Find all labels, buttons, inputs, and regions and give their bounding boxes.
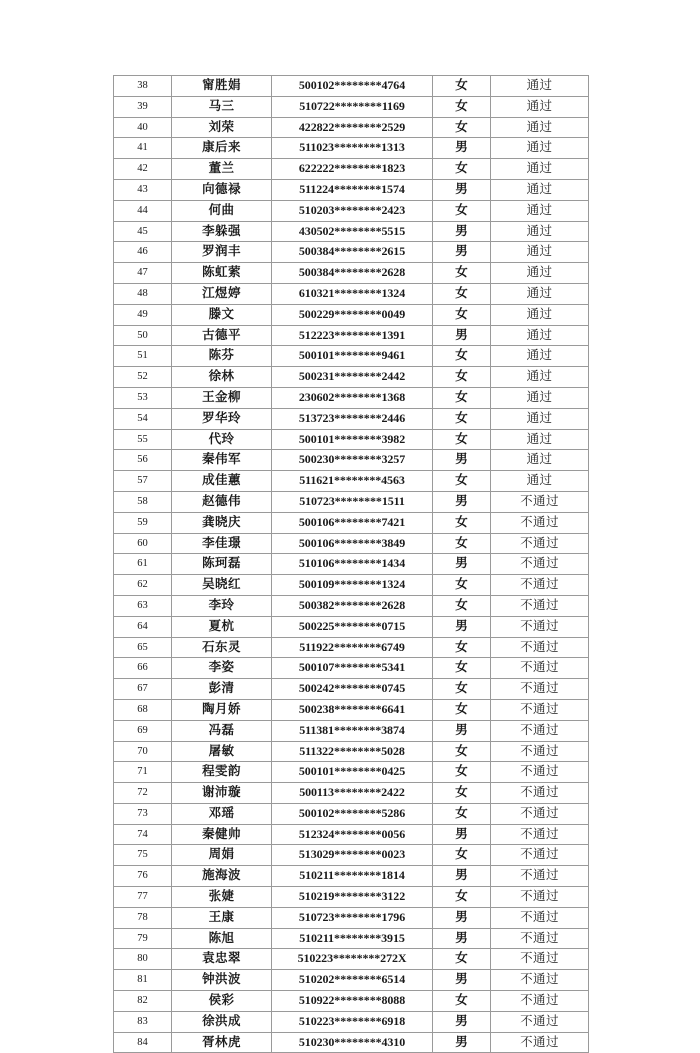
cell-person-name: 刘荣: [172, 117, 272, 138]
cell-review-result: 不通过: [491, 637, 589, 658]
cell-id-number: 500225********0715: [272, 616, 433, 637]
cell-id-number: 500231********2442: [272, 367, 433, 388]
cell-id-number: 511023********1313: [272, 138, 433, 159]
cell-review-result: 通过: [491, 138, 589, 159]
cell-gender: 女: [433, 991, 491, 1012]
cell-sequence-number: 61: [114, 554, 172, 575]
cell-person-name: 夏杭: [172, 616, 272, 637]
cell-review-result: 不通过: [491, 512, 589, 533]
cell-id-number: 510106********1434: [272, 554, 433, 575]
cell-gender: 女: [433, 304, 491, 325]
cell-gender: 女: [433, 76, 491, 97]
cell-sequence-number: 40: [114, 117, 172, 138]
table-row: [114, 928, 589, 949]
table-row: [114, 866, 589, 887]
cell-id-number: 511922********6749: [272, 637, 433, 658]
cell-id-number: 511224********1574: [272, 179, 433, 200]
cell-review-result: 通过: [491, 346, 589, 367]
cell-gender: 男: [433, 138, 491, 159]
cell-review-result: 通过: [491, 242, 589, 263]
cell-person-name: 滕文: [172, 304, 272, 325]
cell-review-result: 不通过: [491, 1032, 589, 1053]
cell-gender: 女: [433, 658, 491, 679]
cell-person-name: 钟洪波: [172, 970, 272, 991]
cell-review-result: 不通过: [491, 991, 589, 1012]
cell-review-result: 不通过: [491, 679, 589, 700]
cell-gender: 男: [433, 1032, 491, 1053]
cell-gender: 女: [433, 845, 491, 866]
cell-review-result: 通过: [491, 429, 589, 450]
cell-person-name: 袁忠翠: [172, 949, 272, 970]
cell-person-name: 冯磊: [172, 720, 272, 741]
cell-id-number: 512223********1391: [272, 325, 433, 346]
cell-person-name: 罗华玲: [172, 408, 272, 429]
roster-table-body: [114, 76, 589, 1053]
table-row: [114, 346, 589, 367]
cell-id-number: 500384********2628: [272, 263, 433, 284]
table-row: [114, 263, 589, 284]
cell-sequence-number: 69: [114, 720, 172, 741]
cell-person-name: 董兰: [172, 159, 272, 180]
cell-sequence-number: 64: [114, 616, 172, 637]
cell-gender: 男: [433, 616, 491, 637]
cell-sequence-number: 70: [114, 741, 172, 762]
cell-person-name: 陈虹萦: [172, 263, 272, 284]
cell-gender: 女: [433, 783, 491, 804]
cell-id-number: 622222********1823: [272, 159, 433, 180]
cell-review-result: 通过: [491, 471, 589, 492]
cell-sequence-number: 80: [114, 949, 172, 970]
cell-sequence-number: 46: [114, 242, 172, 263]
cell-gender: 女: [433, 699, 491, 720]
cell-review-result: 通过: [491, 367, 589, 388]
cell-id-number: 500102********4764: [272, 76, 433, 97]
cell-person-name: 罗润丰: [172, 242, 272, 263]
cell-id-number: 500109********1324: [272, 575, 433, 596]
cell-gender: 男: [433, 491, 491, 512]
table-row: [114, 907, 589, 928]
cell-sequence-number: 75: [114, 845, 172, 866]
cell-gender: 男: [433, 866, 491, 887]
cell-sequence-number: 53: [114, 387, 172, 408]
cell-person-name: 王金柳: [172, 387, 272, 408]
cell-review-result: 不通过: [491, 720, 589, 741]
cell-gender: 男: [433, 554, 491, 575]
cell-sequence-number: 84: [114, 1032, 172, 1053]
cell-id-number: 422822********2529: [272, 117, 433, 138]
cell-gender: 女: [433, 367, 491, 388]
cell-gender: 女: [433, 595, 491, 616]
cell-review-result: 不通过: [491, 949, 589, 970]
table-row: [114, 471, 589, 492]
cell-id-number: 500106********7421: [272, 512, 433, 533]
cell-review-result: 通过: [491, 159, 589, 180]
cell-sequence-number: 48: [114, 283, 172, 304]
table-row: [114, 76, 589, 97]
cell-id-number: 500101********3982: [272, 429, 433, 450]
cell-review-result: 通过: [491, 96, 589, 117]
cell-id-number: 500101********9461: [272, 346, 433, 367]
cell-sequence-number: 73: [114, 803, 172, 824]
table-row: [114, 741, 589, 762]
table-row: [114, 325, 589, 346]
cell-gender: 女: [433, 96, 491, 117]
cell-sequence-number: 54: [114, 408, 172, 429]
table-row: [114, 304, 589, 325]
cell-id-number: 512324********0056: [272, 824, 433, 845]
cell-id-number: 510230********4310: [272, 1032, 433, 1053]
table-row: [114, 138, 589, 159]
cell-person-name: 何曲: [172, 200, 272, 221]
cell-sequence-number: 47: [114, 263, 172, 284]
table-row: [114, 616, 589, 637]
cell-review-result: 不通过: [491, 762, 589, 783]
cell-gender: 男: [433, 179, 491, 200]
cell-id-number: 230602********1368: [272, 387, 433, 408]
cell-sequence-number: 44: [114, 200, 172, 221]
cell-review-result: 不通过: [491, 970, 589, 991]
table-row: [114, 512, 589, 533]
table-row: [114, 117, 589, 138]
cell-review-result: 不通过: [491, 783, 589, 804]
cell-sequence-number: 79: [114, 928, 172, 949]
cell-sequence-number: 76: [114, 866, 172, 887]
cell-id-number: 511621********4563: [272, 471, 433, 492]
cell-id-number: 500107********5341: [272, 658, 433, 679]
cell-person-name: 谢沛璇: [172, 783, 272, 804]
table-row: [114, 1011, 589, 1032]
cell-sequence-number: 82: [114, 991, 172, 1012]
cell-sequence-number: 68: [114, 699, 172, 720]
table-row: [114, 658, 589, 679]
cell-id-number: 500101********0425: [272, 762, 433, 783]
table-row: [114, 699, 589, 720]
cell-id-number: 500113********2422: [272, 783, 433, 804]
cell-review-result: 通过: [491, 76, 589, 97]
cell-gender: 女: [433, 575, 491, 596]
cell-person-name: 彭清: [172, 679, 272, 700]
cell-person-name: 马三: [172, 96, 272, 117]
cell-sequence-number: 51: [114, 346, 172, 367]
cell-review-result: 通过: [491, 325, 589, 346]
cell-person-name: 陈旭: [172, 928, 272, 949]
cell-id-number: 510211********3915: [272, 928, 433, 949]
cell-id-number: 500242********0745: [272, 679, 433, 700]
cell-id-number: 513029********0023: [272, 845, 433, 866]
cell-person-name: 吴晓红: [172, 575, 272, 596]
cell-id-number: 511322********5028: [272, 741, 433, 762]
table-row: [114, 887, 589, 908]
table-row: [114, 408, 589, 429]
cell-gender: 女: [433, 741, 491, 762]
cell-id-number: 510219********3122: [272, 887, 433, 908]
table-row: [114, 533, 589, 554]
cell-sequence-number: 57: [114, 471, 172, 492]
cell-person-name: 古德平: [172, 325, 272, 346]
table-row: [114, 283, 589, 304]
cell-gender: 女: [433, 512, 491, 533]
cell-sequence-number: 55: [114, 429, 172, 450]
cell-gender: 女: [433, 283, 491, 304]
cell-gender: 男: [433, 907, 491, 928]
cell-id-number: 513723********2446: [272, 408, 433, 429]
cell-review-result: 不通过: [491, 616, 589, 637]
cell-sequence-number: 45: [114, 221, 172, 242]
cell-person-name: 江煜婷: [172, 283, 272, 304]
cell-gender: 女: [433, 159, 491, 180]
cell-person-name: 代玲: [172, 429, 272, 450]
table-row: [114, 221, 589, 242]
cell-person-name: 屠敏: [172, 741, 272, 762]
table-row: [114, 637, 589, 658]
cell-review-result: 不通过: [491, 554, 589, 575]
table-row: [114, 554, 589, 575]
table-row: [114, 367, 589, 388]
cell-sequence-number: 62: [114, 575, 172, 596]
cell-person-name: 赵德伟: [172, 491, 272, 512]
cell-gender: 女: [433, 408, 491, 429]
cell-review-result: 不通过: [491, 595, 589, 616]
cell-id-number: 510722********1169: [272, 96, 433, 117]
cell-review-result: 不通过: [491, 866, 589, 887]
cell-id-number: 610321********1324: [272, 283, 433, 304]
cell-review-result: 不通过: [491, 803, 589, 824]
cell-review-result: 不通过: [491, 907, 589, 928]
cell-id-number: 500384********2615: [272, 242, 433, 263]
table-row: [114, 762, 589, 783]
cell-gender: 女: [433, 762, 491, 783]
cell-person-name: 周娟: [172, 845, 272, 866]
cell-id-number: 510202********6514: [272, 970, 433, 991]
cell-id-number: 500229********0049: [272, 304, 433, 325]
cell-gender: 女: [433, 471, 491, 492]
cell-person-name: 康后来: [172, 138, 272, 159]
cell-review-result: 通过: [491, 387, 589, 408]
cell-gender: 男: [433, 450, 491, 471]
cell-id-number: 430502********5515: [272, 221, 433, 242]
table-row: [114, 783, 589, 804]
cell-id-number: 500230********3257: [272, 450, 433, 471]
cell-gender: 男: [433, 824, 491, 845]
table-row: [114, 595, 589, 616]
cell-sequence-number: 65: [114, 637, 172, 658]
cell-person-name: 李佳璟: [172, 533, 272, 554]
cell-sequence-number: 52: [114, 367, 172, 388]
cell-person-name: 施海波: [172, 866, 272, 887]
cell-sequence-number: 59: [114, 512, 172, 533]
cell-person-name: 向德禄: [172, 179, 272, 200]
cell-review-result: 通过: [491, 408, 589, 429]
cell-id-number: 510723********1511: [272, 491, 433, 512]
table-row: [114, 96, 589, 117]
table-row: [114, 991, 589, 1012]
cell-review-result: 不通过: [491, 928, 589, 949]
table-row: [114, 159, 589, 180]
table-row: [114, 491, 589, 512]
cell-gender: 男: [433, 928, 491, 949]
cell-person-name: 龚晓庆: [172, 512, 272, 533]
roster-table-container: [113, 75, 588, 1053]
cell-id-number: 500102********5286: [272, 803, 433, 824]
cell-gender: 女: [433, 429, 491, 450]
cell-person-name: 甯胜娟: [172, 76, 272, 97]
cell-review-result: 通过: [491, 179, 589, 200]
cell-sequence-number: 63: [114, 595, 172, 616]
cell-sequence-number: 83: [114, 1011, 172, 1032]
cell-sequence-number: 81: [114, 970, 172, 991]
cell-id-number: 510211********1814: [272, 866, 433, 887]
cell-id-number: 510922********8088: [272, 991, 433, 1012]
cell-person-name: 徐洪成: [172, 1011, 272, 1032]
table-row: [114, 387, 589, 408]
cell-gender: 女: [433, 533, 491, 554]
cell-sequence-number: 50: [114, 325, 172, 346]
cell-person-name: 邓瑶: [172, 803, 272, 824]
cell-review-result: 不通过: [491, 699, 589, 720]
table-row: [114, 575, 589, 596]
cell-review-result: 通过: [491, 221, 589, 242]
cell-person-name: 张婕: [172, 887, 272, 908]
cell-review-result: 不通过: [491, 824, 589, 845]
cell-id-number: 510223********6918: [272, 1011, 433, 1032]
cell-person-name: 陶月娇: [172, 699, 272, 720]
cell-gender: 女: [433, 679, 491, 700]
cell-id-number: 510223********272X: [272, 949, 433, 970]
cell-sequence-number: 58: [114, 491, 172, 512]
cell-gender: 男: [433, 1011, 491, 1032]
cell-person-name: 李玲: [172, 595, 272, 616]
cell-gender: 女: [433, 803, 491, 824]
cell-person-name: 王康: [172, 907, 272, 928]
cell-review-result: 不通过: [491, 741, 589, 762]
table-row: [114, 824, 589, 845]
cell-sequence-number: 43: [114, 179, 172, 200]
table-row: [114, 720, 589, 741]
cell-review-result: 不通过: [491, 1011, 589, 1032]
cell-person-name: 侯彩: [172, 991, 272, 1012]
cell-gender: 女: [433, 887, 491, 908]
cell-person-name: 徐林: [172, 367, 272, 388]
cell-sequence-number: 72: [114, 783, 172, 804]
cell-gender: 女: [433, 117, 491, 138]
cell-gender: 女: [433, 263, 491, 284]
cell-sequence-number: 49: [114, 304, 172, 325]
cell-person-name: 李姿: [172, 658, 272, 679]
table-row: [114, 845, 589, 866]
table-row: [114, 179, 589, 200]
cell-review-result: 不通过: [491, 887, 589, 908]
table-row: [114, 803, 589, 824]
cell-person-name: 陈珂磊: [172, 554, 272, 575]
cell-sequence-number: 42: [114, 159, 172, 180]
cell-review-result: 通过: [491, 450, 589, 471]
table-row: [114, 242, 589, 263]
cell-sequence-number: 60: [114, 533, 172, 554]
cell-id-number: 510723********1796: [272, 907, 433, 928]
cell-gender: 女: [433, 346, 491, 367]
cell-id-number: 500106********3849: [272, 533, 433, 554]
table-row: [114, 949, 589, 970]
cell-review-result: 不通过: [491, 845, 589, 866]
cell-gender: 女: [433, 200, 491, 221]
cell-gender: 女: [433, 949, 491, 970]
cell-review-result: 通过: [491, 263, 589, 284]
roster-table: [113, 75, 589, 1053]
cell-gender: 男: [433, 221, 491, 242]
cell-id-number: 511381********3874: [272, 720, 433, 741]
cell-person-name: 石东灵: [172, 637, 272, 658]
cell-person-name: 秦伟军: [172, 450, 272, 471]
cell-person-name: 陈芬: [172, 346, 272, 367]
cell-person-name: 成佳蕙: [172, 471, 272, 492]
cell-review-result: 不通过: [491, 533, 589, 554]
cell-review-result: 通过: [491, 283, 589, 304]
cell-sequence-number: 66: [114, 658, 172, 679]
cell-review-result: 不通过: [491, 491, 589, 512]
cell-sequence-number: 39: [114, 96, 172, 117]
cell-person-name: 程雯韵: [172, 762, 272, 783]
table-row: [114, 679, 589, 700]
cell-person-name: 胥林虎: [172, 1032, 272, 1053]
cell-gender: 女: [433, 387, 491, 408]
cell-id-number: 510203********2423: [272, 200, 433, 221]
cell-sequence-number: 67: [114, 679, 172, 700]
table-row: [114, 429, 589, 450]
table-row: [114, 450, 589, 471]
cell-sequence-number: 38: [114, 76, 172, 97]
cell-review-result: 不通过: [491, 658, 589, 679]
cell-review-result: 通过: [491, 304, 589, 325]
cell-sequence-number: 56: [114, 450, 172, 471]
cell-gender: 男: [433, 242, 491, 263]
cell-gender: 男: [433, 325, 491, 346]
cell-sequence-number: 77: [114, 887, 172, 908]
cell-sequence-number: 71: [114, 762, 172, 783]
table-row: [114, 1032, 589, 1053]
cell-sequence-number: 78: [114, 907, 172, 928]
cell-gender: 女: [433, 637, 491, 658]
cell-person-name: 李躲强: [172, 221, 272, 242]
cell-person-name: 秦健帅: [172, 824, 272, 845]
cell-sequence-number: 74: [114, 824, 172, 845]
cell-id-number: 500238********6641: [272, 699, 433, 720]
cell-sequence-number: 41: [114, 138, 172, 159]
cell-review-result: 不通过: [491, 575, 589, 596]
table-row: [114, 970, 589, 991]
cell-review-result: 通过: [491, 117, 589, 138]
cell-id-number: 500382********2628: [272, 595, 433, 616]
table-row: [114, 200, 589, 221]
cell-gender: 男: [433, 720, 491, 741]
cell-gender: 男: [433, 970, 491, 991]
cell-review-result: 通过: [491, 200, 589, 221]
